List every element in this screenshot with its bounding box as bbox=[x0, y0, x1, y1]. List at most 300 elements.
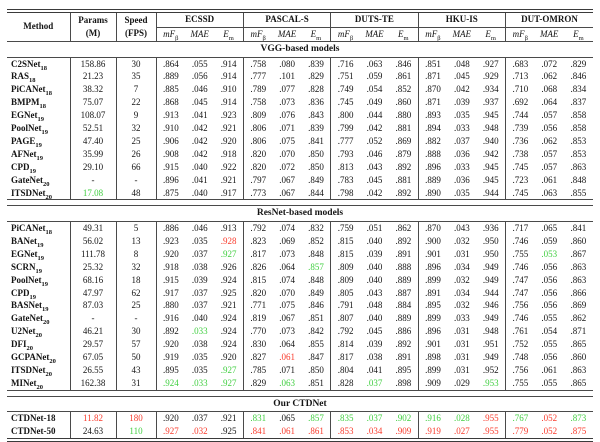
metric-value: .034 bbox=[453, 261, 470, 272]
metric-value: .035 bbox=[453, 187, 470, 198]
metric-value: .034 bbox=[366, 426, 383, 437]
metric-value: .040 bbox=[366, 313, 383, 324]
metric-value: .923 bbox=[220, 110, 237, 121]
metric-value: .029 bbox=[453, 377, 470, 388]
metric-value: .051 bbox=[366, 222, 383, 233]
metric-value: .955 bbox=[482, 426, 499, 437]
metric-value: .852 bbox=[395, 84, 412, 95]
metric-value: .955 bbox=[482, 413, 499, 424]
metric-value: .823 bbox=[243, 235, 272, 248]
metric-value: .922 bbox=[220, 161, 237, 172]
metric-value: .073 bbox=[279, 326, 295, 337]
metric-value: .034 bbox=[453, 287, 470, 298]
metric-value: .061 bbox=[541, 364, 558, 375]
method-name: MINet$_{20}$ bbox=[11, 377, 43, 391]
metric-value: 87.03 bbox=[70, 299, 116, 312]
metric-value: .036 bbox=[453, 174, 470, 185]
metric-value: .896 bbox=[418, 325, 447, 338]
metric-value: .800 bbox=[331, 109, 360, 122]
table-row bbox=[7, 174, 593, 187]
metric-value: .040 bbox=[191, 187, 208, 198]
metric-value: .901 bbox=[418, 338, 447, 351]
metric-value: .037 bbox=[366, 413, 383, 424]
metric-value: - bbox=[70, 312, 116, 325]
metric-value: 158.86 bbox=[70, 57, 116, 70]
metric-value: .744 bbox=[506, 109, 535, 122]
method-name: EGNet$_{19}$ bbox=[11, 248, 44, 261]
metric-value: .056 bbox=[541, 123, 558, 134]
metric-value: .852 bbox=[308, 235, 324, 246]
metric-value: .896 bbox=[156, 174, 185, 187]
metric-value: .862 bbox=[395, 222, 412, 233]
metric-value: .072 bbox=[541, 58, 558, 69]
table-row bbox=[7, 364, 593, 377]
metric-value: .843 bbox=[308, 110, 324, 121]
metric-value: 32 bbox=[116, 122, 156, 135]
metric-value: .032 bbox=[453, 235, 470, 246]
metric-value: .756 bbox=[506, 364, 535, 377]
metric-value: .846 bbox=[395, 58, 412, 69]
metric-value: .056 bbox=[541, 261, 558, 272]
metric-value: .921 bbox=[220, 174, 237, 185]
metric-value: .850 bbox=[308, 148, 324, 159]
metric-value: .826 bbox=[243, 261, 272, 274]
metric-value: .037 bbox=[191, 248, 208, 259]
metric-value: .895 bbox=[418, 299, 447, 312]
metric-header: MAE bbox=[273, 27, 302, 42]
metric-value: 48 bbox=[116, 187, 156, 200]
metric-value: .056 bbox=[541, 300, 558, 311]
metric-value: .901 bbox=[418, 248, 447, 261]
metric-value: 25.32 bbox=[70, 261, 116, 274]
metric-value: .846 bbox=[570, 71, 587, 82]
metric-value: .064 bbox=[541, 97, 558, 108]
metric-value: .064 bbox=[279, 339, 295, 350]
metric-value: .071 bbox=[279, 123, 295, 134]
metric-value: .036 bbox=[453, 148, 470, 159]
metric-value: .040 bbox=[366, 261, 383, 272]
metric-value: .866 bbox=[570, 287, 587, 298]
metric-value: 47.97 bbox=[70, 287, 116, 300]
metric-value: .917 bbox=[220, 187, 237, 198]
table-row bbox=[7, 425, 593, 440]
metric-value: .074 bbox=[279, 222, 295, 233]
metric-value: .814 bbox=[331, 338, 360, 351]
metric-value: .063 bbox=[279, 377, 295, 388]
metric-value: .921 bbox=[220, 123, 237, 134]
metric-value: .710 bbox=[506, 83, 535, 96]
column-header-speed bbox=[116, 11, 156, 42]
metric-value: .896 bbox=[418, 161, 447, 174]
metric-value: .900 bbox=[418, 235, 447, 248]
metric-value: 17.08 bbox=[70, 187, 116, 200]
metric-header: MAE bbox=[360, 27, 389, 42]
metric-value: .942 bbox=[482, 148, 499, 159]
metric-value: .717 bbox=[506, 221, 535, 234]
metric-value: .949 bbox=[482, 261, 499, 272]
method-name: GateNet$_{20}$ bbox=[11, 174, 50, 187]
method-name: PiCANet$_{18}$ bbox=[11, 222, 52, 235]
metric-value: .035 bbox=[191, 235, 208, 246]
metric-value: .880 bbox=[156, 299, 185, 312]
metric-value: .920 bbox=[220, 352, 237, 363]
metric-value: .789 bbox=[243, 83, 272, 96]
metric-value: 62 bbox=[116, 287, 156, 300]
params-label-line2: (M) bbox=[85, 28, 101, 38]
metric-value: .945 bbox=[482, 161, 499, 172]
metric-value: .813 bbox=[331, 161, 360, 174]
metric-value: .035 bbox=[453, 110, 470, 121]
metric-value: .027 bbox=[453, 426, 470, 437]
metric-value: .037 bbox=[366, 377, 383, 388]
metric-value: .886 bbox=[156, 221, 185, 234]
metric-value: 9 bbox=[116, 109, 156, 122]
metric-header: $mF_\beta$ bbox=[506, 27, 535, 42]
metric-value: .829 bbox=[570, 58, 587, 69]
metric-value: 50 bbox=[116, 351, 156, 364]
metric-value: .844 bbox=[308, 187, 324, 198]
table-row bbox=[7, 299, 593, 312]
metric-value: .061 bbox=[279, 352, 295, 363]
metric-value: .842 bbox=[308, 326, 324, 337]
table-row bbox=[7, 377, 593, 390]
metric-value: .045 bbox=[453, 71, 470, 82]
metric-header: MAE bbox=[185, 27, 214, 42]
method-name: PiCANet$_{18}$ bbox=[11, 84, 52, 97]
metric-value: .828 bbox=[308, 84, 324, 95]
metric-value: .890 bbox=[418, 187, 447, 200]
metric-value: .951 bbox=[482, 339, 499, 350]
metric-value: .934 bbox=[482, 84, 499, 95]
metric-value: .806 bbox=[243, 122, 272, 135]
metric-value: .924 bbox=[220, 313, 237, 324]
metric-value: 22 bbox=[116, 96, 156, 109]
table-row bbox=[7, 261, 593, 274]
metric-value: .851 bbox=[308, 313, 324, 324]
metric-value: .871 bbox=[418, 96, 447, 109]
metric-value: .870 bbox=[418, 83, 447, 96]
metric-value: 29.10 bbox=[70, 161, 116, 174]
metric-value: .898 bbox=[395, 377, 412, 388]
metric-value: .793 bbox=[331, 148, 360, 161]
metric-value: .747 bbox=[506, 274, 535, 287]
metric-value: .031 bbox=[453, 326, 470, 337]
method-name: GateNet$_{20}$ bbox=[11, 313, 50, 326]
metric-value: .831 bbox=[243, 412, 272, 425]
metric-value: .925 bbox=[220, 426, 237, 437]
metric-value: .683 bbox=[506, 57, 535, 70]
metric-value: .857 bbox=[308, 261, 324, 272]
metric-value: 56.02 bbox=[70, 235, 116, 248]
metric-value: .063 bbox=[541, 187, 558, 198]
metric-value: .746 bbox=[506, 312, 535, 325]
metric-value: .871 bbox=[570, 326, 587, 337]
metric-value: .075 bbox=[279, 135, 295, 146]
metric-value: .916 bbox=[418, 412, 447, 425]
metric-value: 8 bbox=[116, 248, 156, 261]
metric-value: 43 bbox=[116, 364, 156, 377]
metric-value: .039 bbox=[366, 339, 383, 350]
metric-value: .891 bbox=[418, 287, 447, 300]
metric-value: .069 bbox=[279, 235, 295, 246]
metric-value: .863 bbox=[570, 161, 587, 172]
metric-value: .773 bbox=[243, 187, 272, 200]
metric-value: .817 bbox=[331, 351, 360, 364]
metric-value: .914 bbox=[220, 71, 237, 82]
metric-value: 111.78 bbox=[70, 248, 116, 261]
metric-value: .045 bbox=[366, 326, 383, 337]
metric-header: MAE bbox=[447, 27, 476, 42]
metric-value: .832 bbox=[308, 222, 324, 233]
metric-value: .921 bbox=[220, 300, 237, 311]
metric-value: .057 bbox=[541, 148, 558, 159]
method-name: BASNet$_{19}$ bbox=[11, 300, 49, 313]
metric-value: .863 bbox=[570, 274, 587, 285]
metric-value: .065 bbox=[541, 222, 558, 233]
metric-value: .779 bbox=[506, 425, 535, 440]
table-row bbox=[7, 248, 593, 261]
metric-value: .820 bbox=[243, 287, 272, 300]
metric-value: .806 bbox=[243, 135, 272, 148]
section-title: Our CTDNet bbox=[7, 396, 593, 412]
metric-value: .761 bbox=[506, 325, 535, 338]
metric-value: .040 bbox=[366, 235, 383, 246]
method-name: AFNet$_{19}$ bbox=[11, 148, 43, 161]
metric-value: 46.21 bbox=[70, 325, 116, 338]
method-name: $RAS_{18}$ bbox=[11, 71, 36, 84]
method-name: C2SNet$_{18}$ bbox=[11, 58, 47, 71]
metric-value: .045 bbox=[191, 97, 208, 108]
metric-value: .855 bbox=[308, 339, 324, 350]
metric-value: 75.07 bbox=[70, 96, 116, 109]
metric-value: .033 bbox=[453, 123, 470, 134]
metric-value: .927 bbox=[220, 248, 237, 259]
metric-value: .745 bbox=[506, 187, 535, 200]
metric-value: .953 bbox=[482, 377, 499, 388]
metric-value: .860 bbox=[395, 97, 412, 108]
metric-value: .873 bbox=[570, 413, 587, 424]
metric-value: .052 bbox=[541, 413, 558, 424]
metric-value: .075 bbox=[279, 300, 295, 311]
metric-value: .841 bbox=[243, 425, 272, 440]
metric-value: .913 bbox=[220, 222, 237, 233]
metric-value: .860 bbox=[570, 235, 587, 246]
metric-value: 108.07 bbox=[70, 109, 116, 122]
metric-value: .076 bbox=[279, 110, 295, 121]
table-row bbox=[7, 83, 593, 96]
metric-value: .936 bbox=[482, 222, 499, 233]
metric-value: .819 bbox=[243, 312, 272, 325]
metric-value: .759 bbox=[331, 221, 360, 234]
metric-value: .899 bbox=[418, 274, 447, 287]
metric-value: 7 bbox=[116, 83, 156, 96]
metric-value: .041 bbox=[191, 110, 208, 121]
metric-value: .739 bbox=[506, 122, 535, 135]
metric-value: .828 bbox=[331, 377, 360, 390]
metric-value: .745 bbox=[331, 96, 360, 109]
metric-value: .949 bbox=[482, 352, 499, 363]
metric-value: .920 bbox=[156, 338, 185, 351]
metric-value: .889 bbox=[395, 313, 412, 324]
metric-value: .926 bbox=[220, 261, 237, 272]
results-table bbox=[7, 9, 593, 442]
metric-value: .799 bbox=[331, 122, 360, 135]
metric-value: .914 bbox=[220, 58, 237, 69]
metric-value: .857 bbox=[308, 413, 324, 424]
metric-value: .853 bbox=[331, 425, 360, 440]
metric-value: .755 bbox=[506, 377, 535, 390]
metric-value: .884 bbox=[395, 300, 412, 311]
metric-value: .080 bbox=[279, 58, 295, 69]
metric-value: .846 bbox=[308, 300, 324, 311]
metric-value: .886 bbox=[395, 326, 412, 337]
metric-value: .033 bbox=[453, 161, 470, 172]
metric-value: - bbox=[116, 174, 156, 187]
metric-value: .038 bbox=[366, 352, 383, 363]
metric-value: .755 bbox=[506, 248, 535, 261]
metric-header: $mF_\beta$ bbox=[331, 27, 360, 42]
metric-value: .915 bbox=[156, 274, 185, 287]
metric-value: 26.55 bbox=[70, 364, 116, 377]
metric-value: .059 bbox=[541, 235, 558, 246]
metric-value: .031 bbox=[453, 352, 470, 363]
section-title: VGG-based models bbox=[7, 42, 593, 58]
metric-value: .043 bbox=[366, 161, 383, 172]
metric-value: .882 bbox=[418, 135, 447, 148]
metric-value: .902 bbox=[395, 413, 412, 424]
metric-value: .839 bbox=[308, 58, 324, 69]
metric-header: $E_m$ bbox=[302, 27, 331, 42]
metric-value: .035 bbox=[191, 352, 208, 363]
metric-value: .062 bbox=[541, 71, 558, 82]
metric-value: .913 bbox=[156, 109, 185, 122]
metric-value: .847 bbox=[308, 352, 324, 363]
metric-value: .836 bbox=[308, 97, 324, 108]
metric-value: .848 bbox=[308, 274, 324, 285]
metric-value: .057 bbox=[541, 161, 558, 172]
metric-value: .891 bbox=[395, 352, 412, 363]
metric-value: .807 bbox=[331, 312, 360, 325]
metric-value: .848 bbox=[308, 248, 324, 259]
metric-value: .046 bbox=[366, 148, 383, 159]
metric-value: .868 bbox=[156, 96, 185, 109]
metric-value: .791 bbox=[331, 299, 360, 312]
metric-value: .053 bbox=[541, 248, 558, 259]
metric-value: .875 bbox=[156, 187, 185, 200]
table-row bbox=[7, 70, 593, 83]
metric-value: .855 bbox=[570, 187, 587, 198]
table-row bbox=[7, 109, 593, 122]
metric-value: .056 bbox=[541, 287, 558, 298]
method-name: $CPD_{19}$ bbox=[11, 161, 36, 174]
metric-value: .869 bbox=[395, 135, 412, 146]
metric-value: .860 bbox=[570, 352, 587, 363]
metric-header: $E_m$ bbox=[389, 27, 418, 42]
metric-value: .870 bbox=[418, 221, 447, 234]
metric-value: .716 bbox=[331, 57, 360, 70]
metric-value: .037 bbox=[191, 287, 208, 298]
metric-value: .073 bbox=[279, 248, 295, 259]
metric-value: .909 bbox=[395, 426, 412, 437]
metric-value: .065 bbox=[279, 413, 295, 424]
metric-value: 180 bbox=[116, 412, 156, 425]
metric-value: .052 bbox=[541, 426, 558, 437]
table-row bbox=[7, 274, 593, 287]
metric-value: .044 bbox=[366, 110, 383, 121]
metric-value: .028 bbox=[453, 413, 470, 424]
section-title-row bbox=[7, 206, 593, 222]
metric-value: .045 bbox=[366, 174, 383, 185]
table-row bbox=[7, 338, 593, 351]
metric-value: .758 bbox=[243, 96, 272, 109]
metric-value: .950 bbox=[482, 235, 499, 246]
metric-value: .848 bbox=[570, 174, 587, 185]
table-row bbox=[7, 135, 593, 148]
table-row bbox=[7, 235, 593, 248]
table-row bbox=[7, 122, 593, 135]
metric-value: .040 bbox=[366, 274, 383, 285]
metric-value: .033 bbox=[453, 313, 470, 324]
metric-value: .746 bbox=[506, 235, 535, 248]
metric-value: .039 bbox=[453, 97, 470, 108]
metric-value: .817 bbox=[243, 248, 272, 261]
method-name: $BMPM_{18}$ bbox=[11, 97, 46, 110]
metric-value: .804 bbox=[331, 364, 360, 377]
metric-value: .038 bbox=[191, 339, 208, 350]
metric-value: 30 bbox=[116, 57, 156, 70]
metric-value: .919 bbox=[156, 351, 185, 364]
table-row bbox=[7, 351, 593, 364]
metric-value: .809 bbox=[243, 109, 272, 122]
metric-value: .042 bbox=[453, 84, 470, 95]
method-name: $PAGE_{19}$ bbox=[11, 135, 42, 148]
section-title-row bbox=[7, 396, 593, 412]
metric-value: .899 bbox=[418, 312, 447, 325]
method-name: PoolNet$_{19}$ bbox=[11, 274, 48, 287]
metric-value: .032 bbox=[453, 300, 470, 311]
metric-value: .745 bbox=[506, 161, 535, 174]
metric-value: 68.16 bbox=[70, 274, 116, 287]
table-row bbox=[7, 287, 593, 300]
table-row bbox=[7, 148, 593, 161]
metric-value: .950 bbox=[482, 248, 499, 259]
metric-value: 13 bbox=[116, 235, 156, 248]
metric-value: .893 bbox=[418, 109, 447, 122]
metric-value: .037 bbox=[453, 135, 470, 146]
metric-value: .042 bbox=[366, 123, 383, 134]
metric-value: .898 bbox=[418, 351, 447, 364]
metric-value: .880 bbox=[395, 110, 412, 121]
metric-value: .033 bbox=[191, 326, 208, 337]
metric-value: .891 bbox=[395, 248, 412, 259]
metric-value: .046 bbox=[191, 222, 208, 233]
metric-value: .068 bbox=[541, 84, 558, 95]
table-row bbox=[7, 325, 593, 338]
metric-value: .914 bbox=[220, 97, 237, 108]
table-row bbox=[7, 57, 593, 70]
metric-value: .713 bbox=[506, 70, 535, 83]
metric-value: .948 bbox=[482, 123, 499, 134]
metric-value: .892 bbox=[395, 161, 412, 172]
metric-value: .692 bbox=[506, 96, 535, 109]
metric-value: .851 bbox=[418, 57, 447, 70]
metric-header: $mF_\beta$ bbox=[243, 27, 272, 42]
metric-value: .918 bbox=[220, 148, 237, 159]
metric-value: .723 bbox=[506, 174, 535, 187]
metric-value: .827 bbox=[243, 351, 272, 364]
metric-value: .751 bbox=[331, 70, 360, 83]
metric-value: .908 bbox=[156, 148, 185, 161]
